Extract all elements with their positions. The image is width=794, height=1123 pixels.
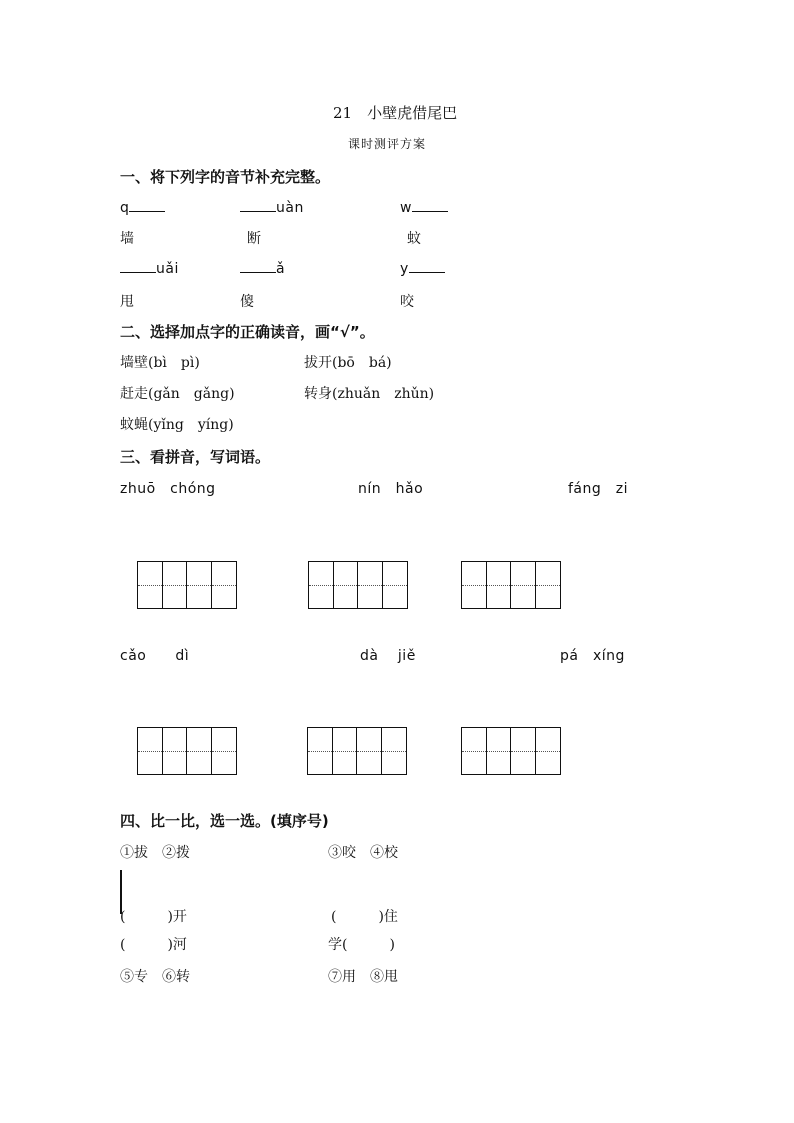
choice-item[interactable]: 墙壁(bì pì) xyxy=(120,355,200,371)
writing-grid[interactable] xyxy=(137,561,237,609)
pinyin-prompt: zhuō chóng xyxy=(120,481,216,497)
answer-blank[interactable] xyxy=(129,199,165,212)
answer-blank[interactable] xyxy=(240,199,276,212)
choice-item[interactable]: 蚊蝇(yǐng yíng) xyxy=(120,417,234,433)
char-shuai: 甩 xyxy=(120,294,134,310)
answer-blank[interactable] xyxy=(120,260,156,273)
char-wen: 蚊 xyxy=(407,231,421,247)
choice-item[interactable]: 拔开(bō bá) xyxy=(304,355,392,371)
fill-blank[interactable]: ( )住 xyxy=(331,909,398,925)
syllable-uai[interactable]: uǎi xyxy=(120,260,179,277)
compare-pair: ③咬 ④校 xyxy=(328,845,398,861)
writing-grid[interactable] xyxy=(137,727,237,775)
char-duan: 断 xyxy=(247,231,261,247)
section-1-heading: 一、将下列字的音节补充完整。 xyxy=(120,168,331,186)
section-3-heading: 三、看拼音，写词语。 xyxy=(120,448,271,466)
section-2-heading: 二、选择加点字的正确读音，画“√”。 xyxy=(120,323,375,341)
writing-grid[interactable] xyxy=(461,561,561,609)
fill-blank[interactable]: ( )开 xyxy=(120,909,187,925)
char-qiang: 墙 xyxy=(120,231,134,247)
char-yao: 咬 xyxy=(400,294,414,310)
fill-blank[interactable]: ( )河 xyxy=(120,937,187,953)
syllable-uan[interactable]: uàn xyxy=(240,199,304,216)
compare-pair: ⑤专 ⑥转 xyxy=(120,969,190,985)
char-sha: 傻 xyxy=(240,294,254,310)
pinyin-prompt: dà jiě xyxy=(360,648,416,664)
answer-blank[interactable] xyxy=(240,260,276,273)
writing-grid[interactable] xyxy=(307,727,407,775)
syllable-y[interactable]: y xyxy=(400,260,445,277)
syllable-w[interactable]: w xyxy=(400,199,448,216)
choice-item[interactable]: 转身(zhuǎn zhǔn) xyxy=(304,386,435,402)
pinyin-prompt: fáng zi xyxy=(568,481,629,497)
compare-pair: ⑦用 ⑧甩 xyxy=(328,969,398,985)
choice-item[interactable]: 赶走(gǎn gǎng) xyxy=(120,386,235,402)
page-subtitle: 课时测评方案 xyxy=(348,137,427,151)
fill-blank[interactable]: 学( ) xyxy=(328,937,395,953)
answer-blank[interactable] xyxy=(409,260,445,273)
pinyin-prompt: nín hǎo xyxy=(358,481,424,497)
writing-grid[interactable] xyxy=(461,727,561,775)
section-4-heading: 四、比一比，选一选。(填序号) xyxy=(120,812,329,830)
answer-blank[interactable] xyxy=(412,199,448,212)
compare-pair: ①拔 ②拨 xyxy=(120,845,190,861)
page-title: 21 小壁虎借尾巴 xyxy=(333,104,458,122)
pinyin-prompt: cǎo dì xyxy=(120,648,190,664)
syllable-a[interactable]: ǎ xyxy=(240,260,285,277)
pinyin-prompt: pá xíng xyxy=(560,648,625,664)
syllable-q[interactable]: q xyxy=(120,199,165,216)
writing-grid[interactable] xyxy=(308,561,408,609)
